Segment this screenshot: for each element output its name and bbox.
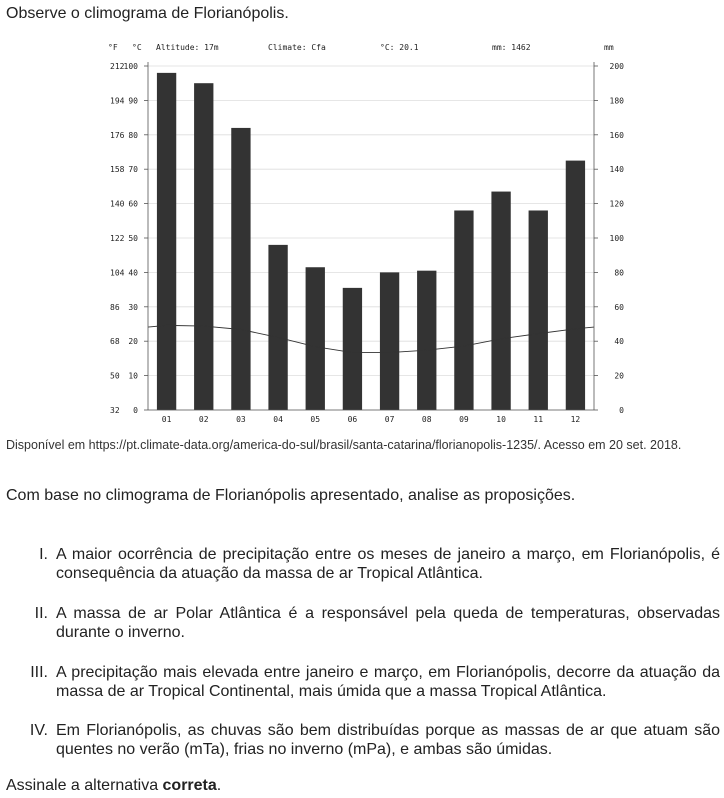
month-tick-label: 01 [161, 415, 172, 424]
mm-unit-label: mm [604, 43, 614, 52]
fahrenheit-tick-label: 32 [110, 406, 120, 415]
temperature-line [148, 325, 594, 352]
precipitation-bar [157, 73, 176, 410]
precipitation-bar [194, 83, 213, 410]
precipitation-bar [231, 128, 250, 410]
fahrenheit-tick-label: 104 [110, 268, 125, 278]
celsius-tick-label: 80 [128, 130, 138, 140]
fahrenheit-tick-label: 50 [110, 371, 120, 381]
month-tick-label: 03 [236, 415, 246, 424]
final-instruction [6, 777, 221, 795]
proposition-1 [20, 545, 720, 583]
fahrenheit-tick-label: 158 [110, 165, 125, 175]
fahrenheit-tick-label: 212 [110, 62, 125, 71]
month-tick-label: 02 [198, 415, 209, 424]
celsius-unit-label: °C [132, 43, 142, 52]
final-suffix: . [216, 777, 222, 794]
final-bold: correta [162, 777, 217, 794]
mm-tick-label: 20 [614, 371, 624, 381]
precipitation-bar [491, 192, 510, 410]
final-prefix: Assinale a alternativa [6, 777, 163, 794]
month-tick-label: 06 [347, 415, 358, 424]
celsius-tick-label: 90 [128, 96, 138, 106]
precipitation-bar [529, 210, 548, 410]
mm-tick-label: 140 [609, 165, 624, 175]
proposition-number: II. [34, 605, 48, 622]
celsius-tick-label: 0 [133, 406, 138, 415]
precip-total-label: mm: 1462 [492, 43, 531, 52]
fahrenheit-tick-label: 68 [110, 337, 120, 347]
proposition-text: A maior ocorrência de precipitação entre os meses de janeiro a março, em Florianópolis, é consequência da atuação da massa de ar Tropical Atlântica. [56, 546, 720, 582]
fahrenheit-tick-label: 194 [110, 96, 125, 106]
month-tick-label: 08 [421, 415, 432, 424]
celsius-tick-label: 10 [128, 371, 138, 381]
proposition-number: I. [39, 546, 48, 563]
celsius-tick-label: 60 [128, 199, 138, 209]
celsius-tick-label: 30 [128, 302, 138, 312]
precipitation-bar [380, 272, 399, 410]
precipitation-bar [343, 288, 362, 410]
proposition-text: A precipitação mais elevada entre janeiro e março, em Florianópolis, decorre da atuação da massa de ar Tropical Continental, mais úmida que a massa Tropical Atlântica. [56, 664, 720, 700]
precipitation-bar [306, 267, 325, 410]
question-text: Com base no climograma de Florianópolis apresentado, analise as proposições. [6, 487, 576, 504]
climate-label: Climate: Cfa [268, 43, 326, 52]
mm-tick-label: 200 [609, 62, 624, 71]
celsius-tick-label: 70 [128, 165, 138, 175]
proposition-text: A massa de ar Polar Atlântica é a responsável pela queda de temperaturas, observadas durante o inverno. [56, 605, 720, 641]
celsius-tick-label: 40 [128, 268, 138, 278]
month-tick-label: 05 [310, 415, 321, 424]
mm-tick-label: 160 [609, 130, 624, 140]
climogram-chart [96, 40, 626, 426]
altitude-label: Altitude: 17m [156, 43, 219, 52]
month-tick-label: 09 [459, 415, 469, 424]
proposition-3 [20, 663, 720, 701]
fahrenheit-tick-label: 176 [110, 130, 125, 140]
precipitation-bar [268, 245, 287, 410]
month-tick-label: 10 [496, 415, 506, 424]
fahrenheit-tick-label: 86 [110, 302, 120, 312]
proposition-2 [20, 604, 720, 642]
proposition-4 [20, 721, 720, 759]
mm-tick-label: 180 [609, 96, 624, 106]
proposition-text: Em Florianópolis, as chuvas são bem distribuídas porque as massas de ar que atuam são quentes no verão (mTa), frias no inverno (mPa), e ambas são úmidas. [56, 722, 720, 758]
source-citation: Disponível em https://pt.climate-data.org/america-do-sul/brasil/santa-catarina/florianopolis-1235/. Acesso em 20 set. 2018. [6, 438, 682, 452]
mm-tick-label: 100 [609, 234, 624, 243]
celsius-tick-label: 50 [128, 234, 138, 243]
celsius-tick-label: 100 [123, 62, 138, 71]
month-tick-label: 07 [384, 415, 395, 424]
fahrenheit-tick-label: 140 [110, 199, 125, 209]
fahrenheit-unit-label: °F [108, 43, 118, 52]
intro-text: Observe o climograma de Florianópolis. [6, 5, 289, 22]
month-tick-label: 12 [570, 415, 581, 424]
temp-avg-label: °C: 20.1 [380, 43, 419, 52]
proposition-number: IV. [29, 722, 48, 739]
precipitation-bar [454, 210, 473, 410]
mm-tick-label: 0 [619, 406, 624, 415]
celsius-tick-label: 20 [128, 337, 138, 347]
mm-tick-label: 80 [614, 268, 624, 278]
precipitation-bar [417, 271, 436, 410]
month-tick-label: 11 [533, 415, 544, 424]
fahrenheit-tick-label: 122 [110, 234, 125, 243]
proposition-number: III. [30, 664, 48, 681]
mm-tick-label: 120 [609, 199, 624, 209]
precipitation-bar [566, 161, 585, 410]
mm-tick-label: 40 [614, 337, 624, 347]
mm-tick-label: 60 [614, 302, 624, 312]
month-tick-label: 04 [273, 415, 283, 424]
